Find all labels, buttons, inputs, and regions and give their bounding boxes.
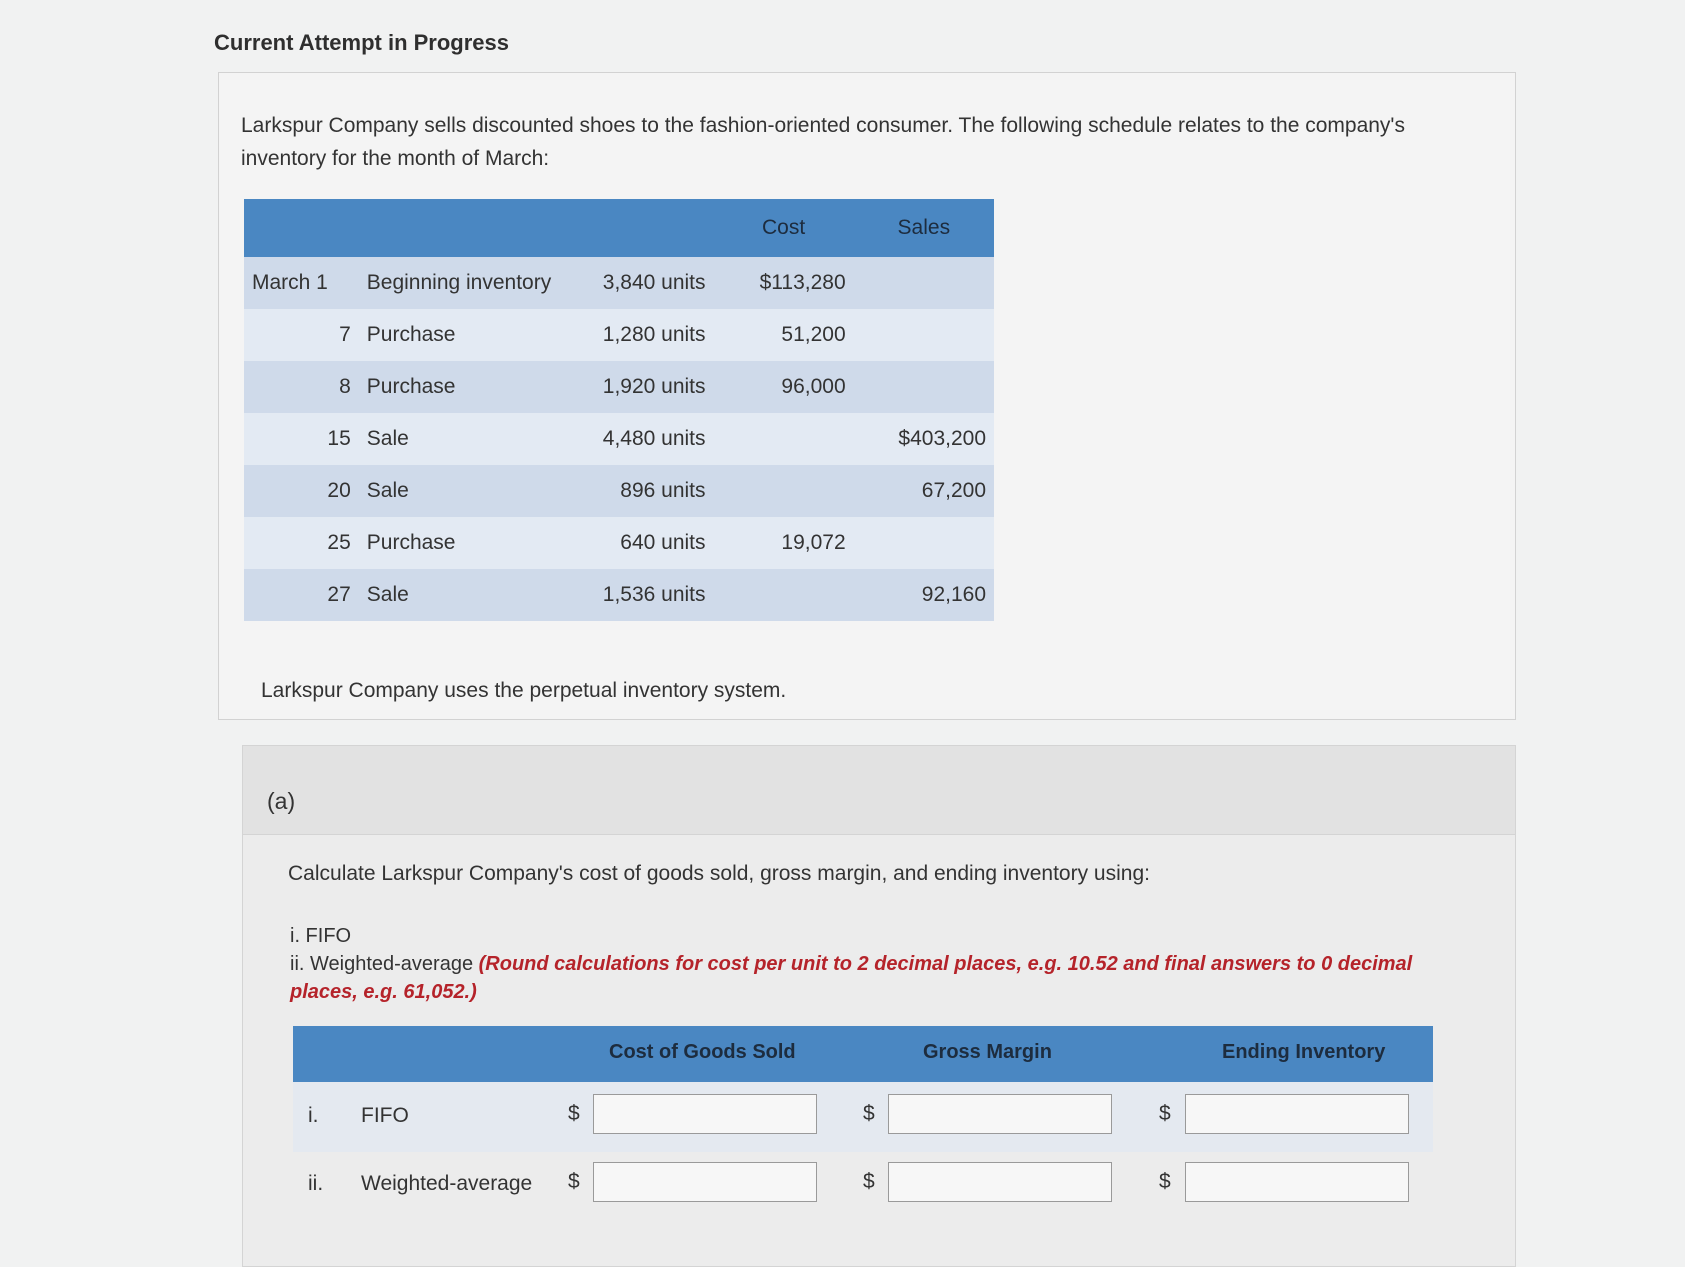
header-sales: Sales bbox=[854, 199, 994, 257]
dollar-sign: $ bbox=[1159, 1170, 1171, 1193]
row-description: Purchase bbox=[359, 517, 565, 569]
fifo-ending-inventory-input[interactable] bbox=[1185, 1094, 1409, 1134]
table-row bbox=[244, 413, 994, 465]
dollar-sign: $ bbox=[1159, 1102, 1171, 1125]
methods-list bbox=[290, 922, 1470, 1006]
method-weighted-line bbox=[290, 950, 1470, 1006]
inventory-table bbox=[244, 199, 994, 621]
row-units: 896 units bbox=[565, 465, 714, 517]
table-row bbox=[244, 517, 994, 569]
header-blank bbox=[565, 199, 714, 257]
row-cost: 51,200 bbox=[714, 309, 854, 361]
row-sales: 67,200 bbox=[854, 465, 994, 517]
row-units: 1,920 units bbox=[565, 361, 714, 413]
part-a-card bbox=[242, 745, 1516, 1267]
row-date: March 1 bbox=[244, 257, 359, 309]
answer-table-header bbox=[293, 1026, 1433, 1082]
row-sales bbox=[854, 517, 994, 569]
row-label-fifo: FIFO bbox=[361, 1104, 409, 1127]
row-description: Sale bbox=[359, 413, 565, 465]
method-weighted-average: ii. Weighted-average bbox=[290, 953, 474, 975]
row-date: 27 bbox=[244, 569, 359, 621]
header-gross-margin: Gross Margin bbox=[923, 1041, 1052, 1063]
rounding-note: (Round calculations for cost per unit to 2 decimal places, e.g. 10.52 and final answers to 0 decimal places, e.g. 61,052.) bbox=[290, 953, 1413, 1003]
row-date: 25 bbox=[244, 517, 359, 569]
dollar-sign: $ bbox=[863, 1170, 875, 1193]
dollar-sign: $ bbox=[568, 1102, 580, 1125]
row-sales: $403,200 bbox=[854, 413, 994, 465]
table-row bbox=[244, 257, 994, 309]
row-date: 15 bbox=[244, 413, 359, 465]
header-cost-of-goods-sold: Cost of Goods Sold bbox=[609, 1041, 796, 1063]
fifo-gross-margin-input[interactable] bbox=[888, 1094, 1112, 1134]
row-sales bbox=[854, 309, 994, 361]
row-units: 3,840 units bbox=[565, 257, 714, 309]
row-label-weighted-average: Weighted-average bbox=[361, 1172, 533, 1195]
fifo-cogs-input[interactable] bbox=[593, 1094, 817, 1134]
row-units: 1,536 units bbox=[565, 569, 714, 621]
row-units: 1,280 units bbox=[565, 309, 714, 361]
weighted-average-gross-margin-input[interactable] bbox=[888, 1162, 1112, 1202]
part-a-label: (a) bbox=[267, 788, 296, 814]
problem-card bbox=[218, 72, 1516, 720]
system-note: Larkspur Company uses the perpetual inventory system. bbox=[261, 679, 787, 702]
part-a-question: Calculate Larkspur Company's cost of goods sold, gross margin, and ending inventory using: bbox=[288, 862, 1150, 885]
row-units: 640 units bbox=[565, 517, 714, 569]
problem-intro: Larkspur Company sells discounted shoes to the fashion-oriented consumer. The following schedule relates to the company's inventory for the month of March: bbox=[241, 114, 1405, 170]
dollar-sign: $ bbox=[863, 1102, 875, 1125]
dollar-sign: $ bbox=[568, 1170, 580, 1193]
table-row bbox=[244, 361, 994, 413]
row-description: Sale bbox=[359, 569, 565, 621]
row-numeral-ii: ii. bbox=[308, 1172, 324, 1195]
row-date: 20 bbox=[244, 465, 359, 517]
weighted-average-ending-inventory-input[interactable] bbox=[1185, 1162, 1409, 1202]
method-fifo: i. FIFO bbox=[290, 925, 352, 947]
row-sales bbox=[854, 361, 994, 413]
header-blank bbox=[359, 199, 565, 257]
row-cost: $113,280 bbox=[714, 257, 854, 309]
header-ending-inventory: Ending Inventory bbox=[1222, 1041, 1386, 1063]
row-cost bbox=[714, 413, 854, 465]
row-description: Sale bbox=[359, 465, 565, 517]
weighted-average-cogs-input[interactable] bbox=[593, 1162, 817, 1202]
row-description: Beginning inventory bbox=[359, 257, 565, 309]
row-sales: 92,160 bbox=[854, 569, 994, 621]
row-cost bbox=[714, 569, 854, 621]
inventory-table-header bbox=[244, 199, 994, 257]
row-cost: 96,000 bbox=[714, 361, 854, 413]
row-date: 8 bbox=[244, 361, 359, 413]
row-date: 7 bbox=[244, 309, 359, 361]
row-sales bbox=[854, 257, 994, 309]
table-row bbox=[244, 569, 994, 621]
row-cost: 19,072 bbox=[714, 517, 854, 569]
row-description: Purchase bbox=[359, 361, 565, 413]
header-cost: Cost bbox=[714, 199, 854, 257]
row-cost bbox=[714, 465, 854, 517]
row-description: Purchase bbox=[359, 309, 565, 361]
table-row bbox=[244, 465, 994, 517]
row-units: 4,480 units bbox=[565, 413, 714, 465]
row-numeral-i: i. bbox=[308, 1104, 319, 1127]
header-blank bbox=[244, 199, 359, 257]
table-row bbox=[244, 309, 994, 361]
attempt-title: Current Attempt in Progress bbox=[214, 30, 510, 55]
part-a-header bbox=[243, 746, 1515, 835]
